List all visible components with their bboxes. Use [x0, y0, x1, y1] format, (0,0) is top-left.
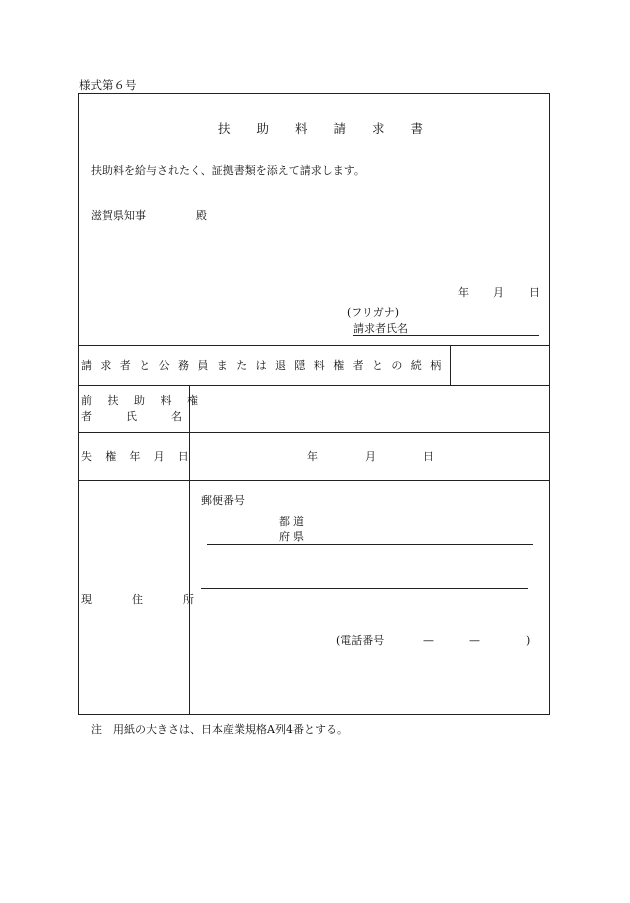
- loss-date-label: 失権年月日: [81, 450, 202, 463]
- request-statement: 扶助料を給与されたく、証拠書類を添えて請求します。: [91, 164, 365, 177]
- paper-size-note: 注 用紙の大きさは、日本産業規格A列4番とする。: [91, 723, 348, 736]
- loss-date-year-label: 年: [307, 450, 318, 463]
- form-title: 扶助料請求書: [218, 121, 450, 136]
- postal-code-label: 郵便番号: [201, 494, 245, 507]
- loss-date-month-label: 月: [365, 450, 376, 463]
- address-detail-field[interactable]: [201, 588, 528, 589]
- loss-date-day-label: 日: [423, 450, 434, 463]
- date-day-label: 日: [529, 286, 540, 299]
- divider-relationship-value: [450, 345, 451, 385]
- prefecture-field[interactable]: [207, 544, 533, 545]
- phone-separator-1: —: [423, 634, 434, 647]
- divider-loss-date: [78, 480, 550, 481]
- address-label: 現住所: [81, 593, 234, 606]
- divider-relationship: [78, 385, 550, 386]
- date-year-label: 年: [458, 286, 469, 299]
- claimant-name-field[interactable]: [353, 335, 539, 336]
- date-month-label: 月: [493, 286, 504, 299]
- claimant-name-label: 請求者氏名: [353, 322, 408, 335]
- divider-header: [78, 345, 550, 346]
- form-number: 様式第６号: [79, 78, 137, 92]
- prefecture-label-line1: 都道: [279, 515, 307, 528]
- furigana-label: (フリガナ): [347, 306, 400, 319]
- prev-holder-label-line1: 前扶助料権: [81, 394, 214, 407]
- relationship-field[interactable]: [452, 347, 548, 383]
- prev-holder-field[interactable]: [191, 387, 548, 431]
- honorific: 殿: [196, 209, 207, 222]
- phone-close-paren: ): [526, 634, 531, 647]
- divider-label-column: [189, 385, 190, 715]
- divider-prev-holder: [78, 432, 550, 433]
- phone-label: (電話番号: [336, 634, 385, 647]
- prefecture-label-line2: 府県: [279, 530, 307, 543]
- phone-separator-2: —: [469, 634, 480, 647]
- relationship-label: 請求者と公務員または退隠料権者との続柄: [81, 359, 450, 372]
- addressee: 滋賀県知事: [91, 209, 146, 222]
- prev-holder-label-line2: 者氏名: [81, 410, 216, 423]
